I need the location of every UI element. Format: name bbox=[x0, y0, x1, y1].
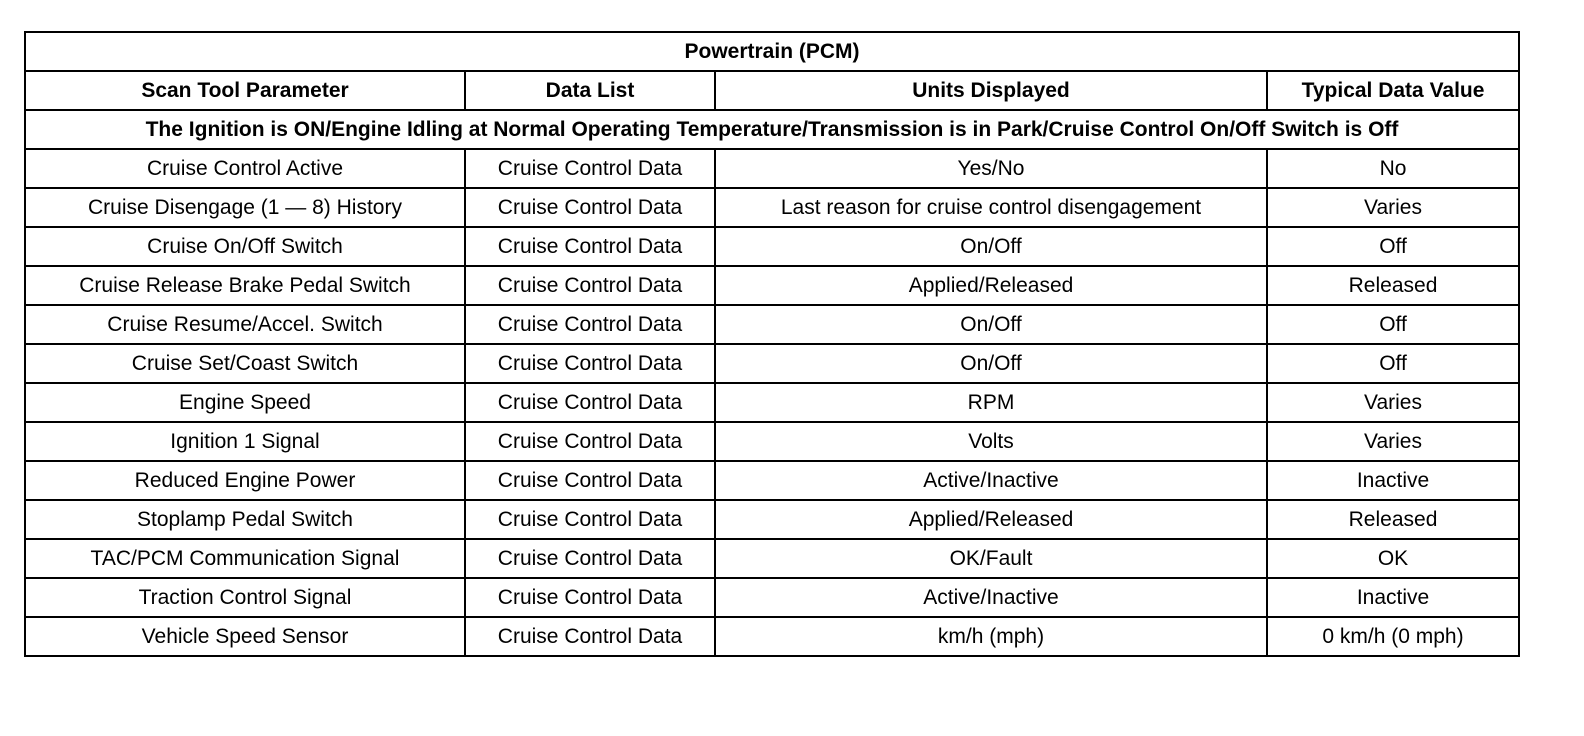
table-row bbox=[25, 149, 1519, 188]
cell-typical-data-value: Inactive bbox=[1267, 461, 1519, 500]
cell-units-displayed: Applied/Released bbox=[715, 500, 1267, 539]
cell-data-list: Cruise Control Data bbox=[465, 227, 715, 266]
cell-scan-tool-parameter: Cruise Control Active bbox=[25, 149, 465, 188]
column-header-units-displayed: Units Displayed bbox=[715, 71, 1267, 110]
table-header-row bbox=[25, 71, 1519, 110]
cell-scan-tool-parameter: TAC/PCM Communication Signal bbox=[25, 539, 465, 578]
table-row bbox=[25, 422, 1519, 461]
cell-scan-tool-parameter: Reduced Engine Power bbox=[25, 461, 465, 500]
cell-typical-data-value: Off bbox=[1267, 227, 1519, 266]
table-row bbox=[25, 305, 1519, 344]
cell-units-displayed: Volts bbox=[715, 422, 1267, 461]
cell-scan-tool-parameter: Cruise Resume/Accel. Switch bbox=[25, 305, 465, 344]
cell-data-list: Cruise Control Data bbox=[465, 266, 715, 305]
cell-typical-data-value: No bbox=[1267, 149, 1519, 188]
cell-scan-tool-parameter: Cruise Release Brake Pedal Switch bbox=[25, 266, 465, 305]
cell-data-list: Cruise Control Data bbox=[465, 188, 715, 227]
cell-data-list: Cruise Control Data bbox=[465, 422, 715, 461]
cell-typical-data-value: Released bbox=[1267, 500, 1519, 539]
cell-typical-data-value: OK bbox=[1267, 539, 1519, 578]
table-title: Powertrain (PCM) bbox=[25, 32, 1519, 71]
cell-data-list: Cruise Control Data bbox=[465, 617, 715, 656]
cell-units-displayed: Applied/Released bbox=[715, 266, 1267, 305]
cell-units-displayed: km/h (mph) bbox=[715, 617, 1267, 656]
cell-units-displayed: Yes/No bbox=[715, 149, 1267, 188]
table-row bbox=[25, 500, 1519, 539]
table-row bbox=[25, 539, 1519, 578]
cell-scan-tool-parameter: Engine Speed bbox=[25, 383, 465, 422]
table-row bbox=[25, 344, 1519, 383]
cell-data-list: Cruise Control Data bbox=[465, 500, 715, 539]
table-row bbox=[25, 266, 1519, 305]
cell-data-list: Cruise Control Data bbox=[465, 149, 715, 188]
cell-units-displayed: On/Off bbox=[715, 305, 1267, 344]
table-row bbox=[25, 461, 1519, 500]
cell-units-displayed: RPM bbox=[715, 383, 1267, 422]
parameter-table bbox=[24, 31, 1520, 657]
cell-units-displayed: OK/Fault bbox=[715, 539, 1267, 578]
cell-typical-data-value: Released bbox=[1267, 266, 1519, 305]
cell-typical-data-value: Varies bbox=[1267, 188, 1519, 227]
cell-units-displayed: Last reason for cruise control disengagement bbox=[715, 188, 1267, 227]
cell-units-displayed: Active/Inactive bbox=[715, 578, 1267, 617]
cell-typical-data-value: Off bbox=[1267, 305, 1519, 344]
cell-data-list: Cruise Control Data bbox=[465, 344, 715, 383]
condition-row bbox=[25, 110, 1519, 149]
cell-typical-data-value: Varies bbox=[1267, 383, 1519, 422]
cell-scan-tool-parameter: Ignition 1 Signal bbox=[25, 422, 465, 461]
cell-typical-data-value: Inactive bbox=[1267, 578, 1519, 617]
column-header-scan-tool-parameter: Scan Tool Parameter bbox=[25, 71, 465, 110]
parameter-table-container bbox=[24, 31, 1518, 657]
cell-typical-data-value: Varies bbox=[1267, 422, 1519, 461]
cell-data-list: Cruise Control Data bbox=[465, 305, 715, 344]
cell-data-list: Cruise Control Data bbox=[465, 461, 715, 500]
cell-scan-tool-parameter: Cruise Disengage (1 — 8) History bbox=[25, 188, 465, 227]
cell-units-displayed: On/Off bbox=[715, 344, 1267, 383]
column-header-data-list: Data List bbox=[465, 71, 715, 110]
cell-typical-data-value: 0 km/h (0 mph) bbox=[1267, 617, 1519, 656]
cell-scan-tool-parameter: Vehicle Speed Sensor bbox=[25, 617, 465, 656]
cell-scan-tool-parameter: Traction Control Signal bbox=[25, 578, 465, 617]
cell-data-list: Cruise Control Data bbox=[465, 578, 715, 617]
cell-scan-tool-parameter: Stoplamp Pedal Switch bbox=[25, 500, 465, 539]
table-row bbox=[25, 578, 1519, 617]
table-row bbox=[25, 227, 1519, 266]
cell-units-displayed: Active/Inactive bbox=[715, 461, 1267, 500]
cell-data-list: Cruise Control Data bbox=[465, 539, 715, 578]
column-header-typical-data-value: Typical Data Value bbox=[1267, 71, 1519, 110]
cell-typical-data-value: Off bbox=[1267, 344, 1519, 383]
cell-scan-tool-parameter: Cruise Set/Coast Switch bbox=[25, 344, 465, 383]
table-row bbox=[25, 617, 1519, 656]
table-row bbox=[25, 188, 1519, 227]
table-row bbox=[25, 383, 1519, 422]
cell-scan-tool-parameter: Cruise On/Off Switch bbox=[25, 227, 465, 266]
test-condition: The Ignition is ON/Engine Idling at Normal Operating Temperature/Transmission is in Park/Cruise Control On/Off Switch is Off bbox=[25, 110, 1519, 149]
cell-units-displayed: On/Off bbox=[715, 227, 1267, 266]
table-title-row bbox=[25, 32, 1519, 71]
cell-data-list: Cruise Control Data bbox=[465, 383, 715, 422]
table-body bbox=[25, 149, 1519, 656]
